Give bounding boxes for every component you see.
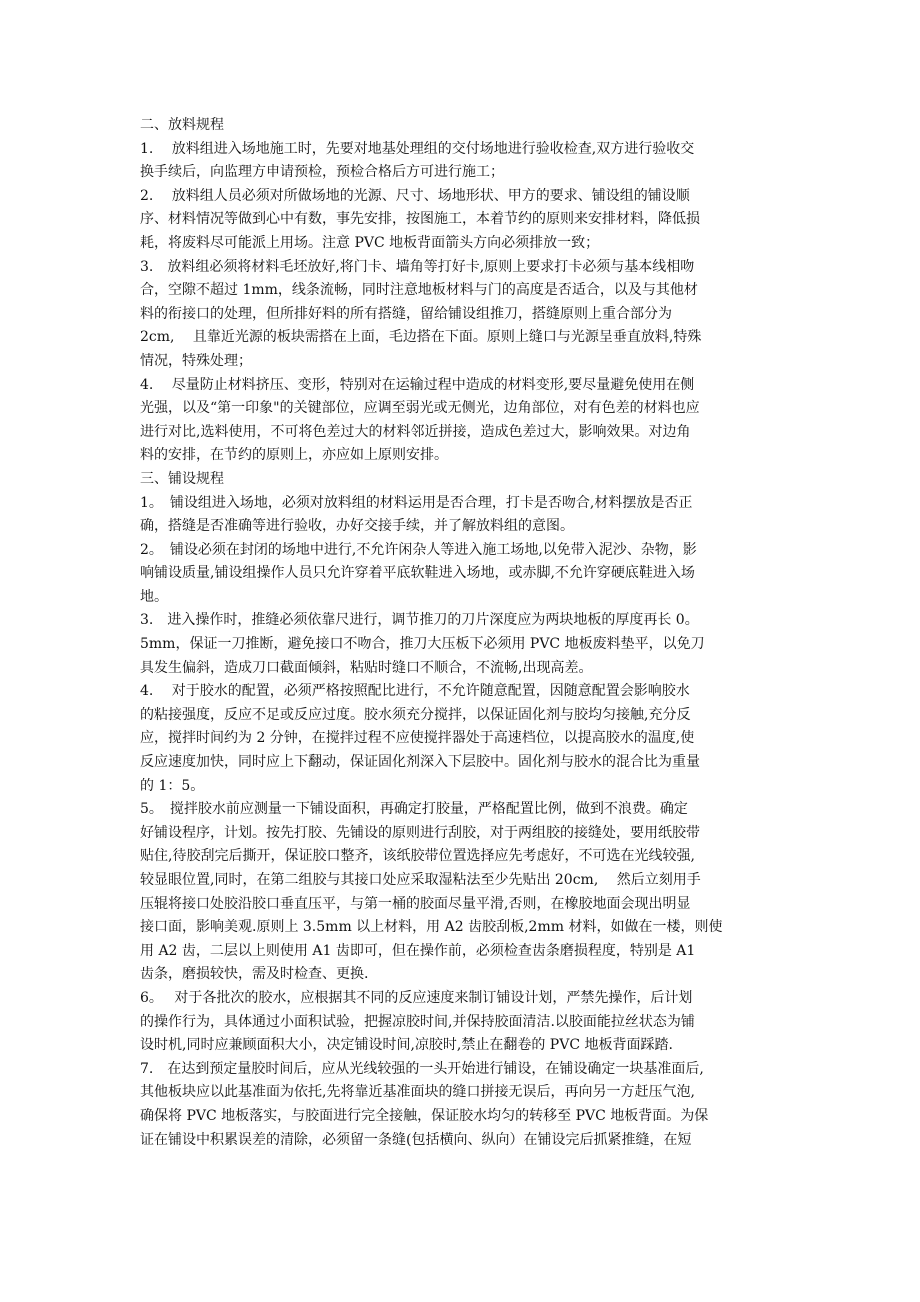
paragraph-line: 响铺设质量,铺设组操作人员只允许穿着平底软鞋进入场地，或赤脚,不允许穿硬底鞋进入场 (140, 565, 695, 582)
paragraph-line: 用 A2 齿，二层以上则使用 A1 齿即可，但在操作前，必须检查齿条磨损程度，特别是 A1 (140, 942, 696, 959)
paragraph-line: 反应速度加快，同时应上下翻动，保证固化剂深入下层胶中。固化剂与胶水的混合比为重量 (140, 754, 700, 771)
paragraph-line: 耗，将废料尽可能派上用场。注意 PVC 地板背面箭头方向必须排放一致； (140, 234, 600, 251)
paragraph-line: 的粘接强度，反应不足或反应过度。胶水须充分搅拌，以保证固化剂与胶均匀接触,充分反 (140, 706, 691, 723)
paragraph-line: 6。 对于各批次的胶水，应根据其不同的反应速度来制订铺设计划，严禁先操作，后计划 (140, 989, 693, 1006)
paragraph-line: 4. 对于胶水的配置，必须严格按照配比进行，不允许随意配置，因随意配置会影响胶水 (140, 683, 690, 700)
paragraph-line: 进行对比,选料使用，不可将色差过大的材料邻近拼接，造成色差过大，影响效果。对边角 (140, 423, 691, 440)
paragraph-line: 好铺设程序，计划。按先打胶、先铺设的原则进行刮胶，对于两组胶的接缝处，要用纸胶带 (140, 824, 700, 841)
paragraph-line: 压辊将接口处胶沿胶口垂直压平，与第一桶的胶面尽量平滑,否则，在橡胶地面会现出明显 (140, 895, 691, 912)
paragraph-line: 确保将 PVC 地板落实，与胶面进行完全接触，保证胶水均匀的转移至 PVC 地板背面。为保 (140, 1107, 709, 1124)
paragraph-line: 5。 搅拌胶水前应测量一下铺设面积，再确定打胶量，严格配置比例，做到不浪费。确定 (140, 801, 688, 818)
paragraph-line: 的 1：5。 (140, 777, 205, 794)
paragraph-line: 其他板块应以此基准面为依托,先将靠近基准面块的缝口拼接无误后，再向另一方赶压气泡, (140, 1084, 695, 1101)
paragraph-line: 较显眼位置,同时，在第二组胶与其接口处应采取湿粘法至少先贴出 20cm, 然后立刻用手 (140, 872, 701, 888)
section-heading: 二、放料规程 (140, 117, 224, 133)
paragraph-line: 的操作行为，具体通过小面积试验，把握凉胶时间,并保持胶面清洁.以胶面能拉丝状态为铺 (140, 1013, 695, 1030)
paragraph-line: 7. 在达到预定量胶时间后，应从光线较强的一头开始进行铺设，在铺设确定一块基准面后, (140, 1060, 704, 1077)
paragraph-line: 4. 尽量防止材料挤压、变形，特别对在运输过程中造成的材料变形,要尽量避免使用在侧 (140, 376, 695, 393)
paragraph-line: 2cm, 且靠近光源的板块需搭在上面，毛边搭在下面。原则上缝口与光源呈垂直放料,特殊 (140, 329, 702, 346)
paragraph-line: 齿条，磨损较快，需及时检查、更换. (140, 966, 369, 983)
paragraph-line: 换手续后，向监理方申请预检，预检合格后方可进行施工； (140, 164, 504, 181)
paragraph-line: 证在铺设中积累误差的清除，必须留一条缝(包括横向、纵向）在铺设完后抓紧推缝，在短 (140, 1131, 692, 1148)
paragraph-line: 1。 铺设组进入场地，必须对放料组的材料运用是否合理，打卡是否吻合,材料摆放是否正 (140, 494, 693, 511)
paragraph-line: 接口面，影响美观.原则上 3.5mm 以上材料，用 A2 齿胶刮板,2mm 材料，如做在一楼，则使 (140, 919, 723, 936)
paragraph-line: 序、材料情况等做到心中有数，事先安排，按图施工，本着节约的原则来安排材料，降低损 (140, 211, 700, 228)
paragraph-line: 1. 放料组进入场地施工时，先要对地基处理组的交付场地进行验收检查,双方进行验收交 (140, 140, 695, 157)
paragraph-line: 应，搅拌时间约为 2 分钟，在搅拌过程不应使搅拌器处于高速档位，以提高胶水的温度,使 (140, 730, 695, 747)
paragraph-line: 合，空隙不超过 1mm，线条流畅，同时注意地板材料与门的高度是否适合，以及与其他材 (140, 282, 698, 299)
paragraph-line: 3. 放料组必须将材料毛坯放好,将门卡、墙角等打好卡,原则上要求打卡必须与基本线相吻 (140, 258, 695, 275)
paragraph-line: 3. 进入操作时，推缝必须依靠尺进行，调节推刀的刀片深度应为两块地板的厚度再长 0。 (140, 612, 699, 629)
paragraph-line: 光强，以及“第一印象"的关键部位，应调至弱光或无侧光，边角部位，对有色差的材料也应 (140, 400, 700, 417)
paragraph-line: 2。 铺设必须在封闭的场地中进行,不允许闲杂人等进入施工场地,以免带入泥沙、杂物，影 (140, 541, 697, 558)
section-heading: 三、铺设规程 (140, 470, 224, 487)
paragraph-line: 5mm，保证一刀推断，避免接口不吻合，推刀大压板下必须用 PVC 地板废料垫平，以免刀 (140, 636, 705, 653)
paragraph-line: 料的安排，在节约的原则上，亦应如上原则安排。 (140, 447, 448, 464)
paragraph-line: 地。 (140, 588, 168, 605)
paragraph-line: 确，搭缝是否准确等进行验收，办好交接手续，并了解放料组的意图。 (140, 518, 574, 535)
paragraph-line: 设时机,同时应兼顾面积大小，决定铺设时间,凉胶时,禁止在翻卷的 PVC 地板背面踩踏. (140, 1037, 673, 1054)
paragraph-line: 料的衔接口的处理，但所排好料的所有搭缝，留给铺设组推刀，搭缝原则上重合部分为 (140, 305, 672, 322)
paragraph-line: 具发生偏斜，造成刀口截面倾斜，粘贴时缝口不顺合，不流畅,出现高差。 (140, 659, 593, 676)
paragraph-line: 2. 放料组人员必须对所做场地的光源、尺寸、场地形状、甲方的要求、铺设组的铺设顺 (140, 187, 690, 204)
paragraph-line: 情况，特殊处理； (140, 352, 252, 369)
paragraph-line: 贴住,待胶刮完后撕开，保证胶口整齐，该纸胶带位置选择应先考虑好，不可选在光线较强, (140, 848, 695, 865)
document-body (140, 114, 800, 1152)
